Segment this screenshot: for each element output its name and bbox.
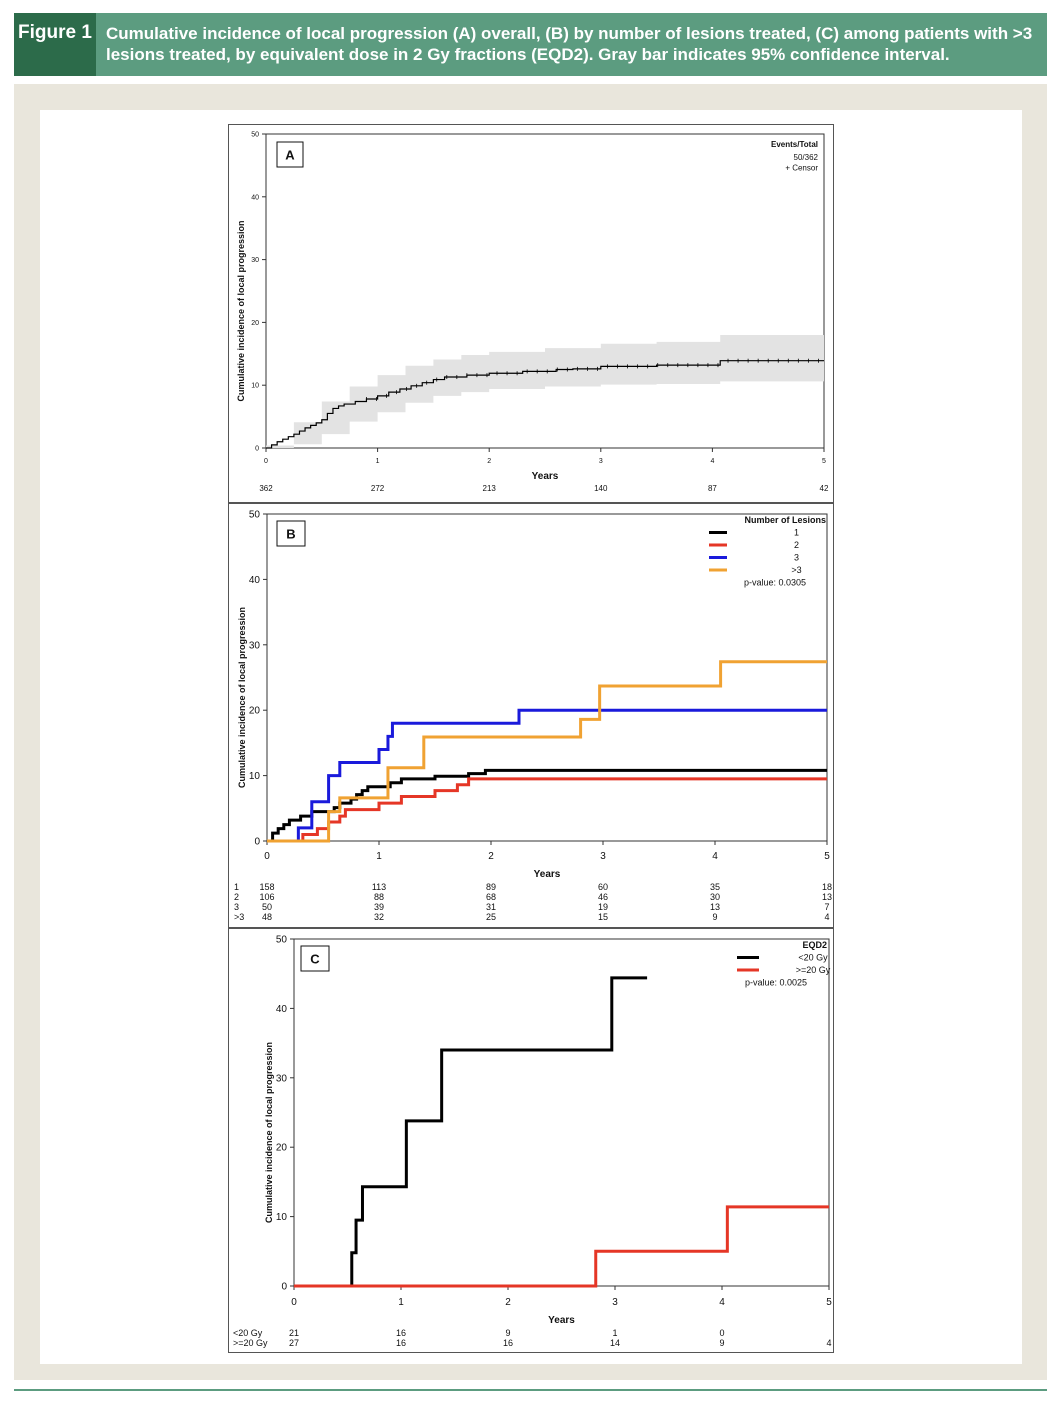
y-tick-label-a: 30 (251, 257, 259, 265)
plot-frame-b (267, 514, 827, 841)
x-tick-label-a: 0 (264, 458, 268, 465)
y-tick-label-a: 40 (251, 194, 259, 202)
panel-letter-c: C (310, 951, 320, 967)
legend-title-c: EQD2 (802, 940, 827, 950)
at-risk-label-b: >3 (234, 912, 245, 922)
figure-label: Figure 1 (14, 13, 96, 76)
at-risk-value-a: 42 (819, 484, 829, 493)
x-tick-label-b: 5 (824, 851, 830, 862)
at-risk-value-c: 0 (719, 1328, 725, 1338)
at-risk-label-c: >=20 Gy (233, 1338, 268, 1348)
at-risk-label-b: 2 (234, 892, 240, 902)
series-line-c-1 (294, 1207, 829, 1286)
series-line-b-2 (267, 710, 827, 841)
x-tick-label-a: 2 (487, 458, 492, 465)
chart-panel-c (229, 929, 833, 1352)
bottom-rule (14, 1389, 1047, 1391)
y-tick-label-c: 0 (281, 1281, 287, 1293)
legend-title-b: Number of Lesions (744, 515, 826, 525)
x-tick-label-b: 2 (488, 851, 494, 862)
y-tick-label-a: 10 (251, 382, 259, 390)
x-tick-label-a: 3 (598, 458, 603, 465)
panel-letter-a: A (285, 147, 295, 163)
at-risk-value-b: 7 (824, 902, 830, 912)
x-tick-label-a: 5 (822, 458, 826, 465)
at-risk-value-b: 46 (597, 892, 609, 902)
at-risk-value-b: 68 (485, 892, 497, 902)
y-tick-label-b: 30 (248, 640, 260, 652)
at-risk-label-b: 1 (234, 882, 240, 892)
y-tick-label-c: 20 (275, 1142, 287, 1154)
legend-text-a: 50/362 (793, 153, 818, 162)
at-risk-value-c: 27 (288, 1338, 300, 1348)
y-tick-label-a: 0 (255, 445, 259, 453)
chart-panel-b (229, 504, 833, 927)
at-risk-label-b: 3 (234, 902, 240, 912)
legend-pvalue-c: p-value: 0.0025 (744, 977, 807, 988)
y-tick-label-b: 40 (248, 574, 260, 586)
x-axis-label-c: Years (548, 1315, 575, 1326)
figure-header (14, 13, 1047, 76)
at-risk-value-b: 39 (373, 902, 385, 912)
at-risk-value-a: 87 (707, 484, 717, 493)
legend-label-b: 3 (793, 552, 800, 563)
confidence-band-a (266, 335, 824, 448)
series-line-b-1 (267, 779, 827, 841)
x-tick-label-b: 0 (264, 851, 270, 862)
y-tick-label-b: 20 (248, 705, 260, 717)
x-tick-label-c: 2 (505, 1297, 511, 1308)
at-risk-value-b: 18 (821, 882, 833, 892)
y-axis-label-b: Cumulative incidence of local progression (237, 606, 247, 789)
legend-title-a: Events/Total (771, 140, 818, 149)
at-risk-value-c: 9 (505, 1328, 511, 1338)
y-tick-label-a: 20 (251, 319, 259, 327)
x-tick-label-a: 4 (710, 458, 715, 465)
x-axis-label-b: Years (533, 869, 561, 880)
x-tick-label-c: 3 (612, 1297, 618, 1308)
legend-label-c: >=20 Gy (795, 965, 831, 975)
at-risk-value-b: 50 (261, 902, 273, 912)
y-tick-label-b: 50 (248, 509, 260, 521)
x-tick-label-b: 1 (376, 851, 382, 862)
y-axis-label-a: Cumulative incidence of local progression (236, 220, 246, 402)
legend-pvalue-b: p-value: 0.0305 (743, 577, 806, 588)
x-tick-label-c: 1 (398, 1297, 404, 1308)
y-axis-label-c: Cumulative incidence of local progression (264, 1041, 274, 1224)
at-risk-value-b: 60 (597, 882, 609, 892)
at-risk-value-a: 213 (482, 484, 496, 493)
at-risk-value-c: 16 (395, 1338, 407, 1348)
figure-caption: Cumulative incidence of local progression (A) overall, (B) by number of lesions treated, (C) among patients with >3 lesions treated, by equivalent dose in 2 Gy fractions (EQD2). Gray bar indicates 95% confidence interval. (106, 24, 1033, 64)
at-risk-value-b: 25 (485, 912, 497, 922)
legend-text-a: + Censor (785, 163, 818, 173)
at-risk-value-c: 1 (612, 1328, 618, 1338)
at-risk-value-c: 14 (609, 1338, 621, 1348)
x-tick-label-b: 4 (712, 851, 718, 862)
at-risk-value-b: 32 (373, 912, 385, 922)
y-tick-label-c: 10 (275, 1212, 287, 1224)
at-risk-value-c: 9 (719, 1338, 725, 1348)
at-risk-value-c: 21 (288, 1328, 300, 1338)
y-tick-label-c: 40 (275, 1003, 287, 1015)
at-risk-value-b: 106 (259, 892, 275, 902)
legend-label-c: <20 Gy (798, 952, 828, 963)
panel-b (228, 503, 834, 928)
at-risk-value-b: 88 (373, 892, 385, 902)
at-risk-value-b: 13 (821, 892, 833, 902)
panel-letter-b: B (286, 526, 296, 542)
plot-frame-c (294, 939, 829, 1286)
at-risk-value-b: 13 (709, 902, 721, 912)
at-risk-value-b: 31 (485, 902, 497, 912)
at-risk-label-c: <20 Gy (233, 1328, 263, 1338)
series-line-b-3 (267, 662, 827, 841)
x-axis-label-a: Years (531, 471, 559, 482)
at-risk-value-b: 19 (597, 902, 609, 912)
at-risk-value-b: 48 (261, 912, 273, 922)
at-risk-value-b: 30 (709, 892, 721, 902)
at-risk-value-b: 158 (259, 882, 275, 892)
legend-label-b: >3 (791, 565, 802, 575)
at-risk-value-b: 89 (485, 882, 497, 892)
at-risk-value-b: 15 (597, 912, 609, 922)
at-risk-value-b: 113 (371, 882, 387, 892)
panel-a (228, 124, 834, 503)
at-risk-value-a: 140 (594, 484, 608, 493)
y-tick-label-a: 50 (251, 131, 259, 139)
y-tick-label-b: 10 (248, 771, 260, 783)
x-tick-label-c: 4 (719, 1297, 725, 1308)
x-tick-label-c: 0 (291, 1297, 297, 1308)
series-line-c-0 (294, 978, 647, 1286)
at-risk-value-c: 16 (502, 1338, 514, 1348)
x-tick-label-c: 5 (826, 1297, 832, 1308)
at-risk-value-a: 362 (259, 484, 273, 493)
at-risk-value-a: 272 (370, 484, 385, 493)
at-risk-value-c: 16 (395, 1328, 407, 1338)
y-tick-label-b: 0 (254, 836, 260, 848)
legend-label-b: 1 (793, 527, 800, 538)
x-tick-label-b: 3 (600, 851, 606, 862)
at-risk-value-b: 35 (709, 882, 721, 892)
x-tick-label-a: 1 (375, 458, 380, 465)
legend-label-b: 2 (793, 540, 800, 550)
panel-c (228, 928, 834, 1353)
at-risk-value-b: 4 (824, 912, 830, 922)
at-risk-value-b: 9 (712, 912, 718, 922)
chart-panel-a (229, 125, 833, 502)
series-line-b-0 (267, 770, 827, 841)
y-tick-label-c: 30 (275, 1073, 287, 1085)
y-tick-label-c: 50 (275, 934, 287, 946)
at-risk-value-c: 4 (826, 1338, 832, 1348)
